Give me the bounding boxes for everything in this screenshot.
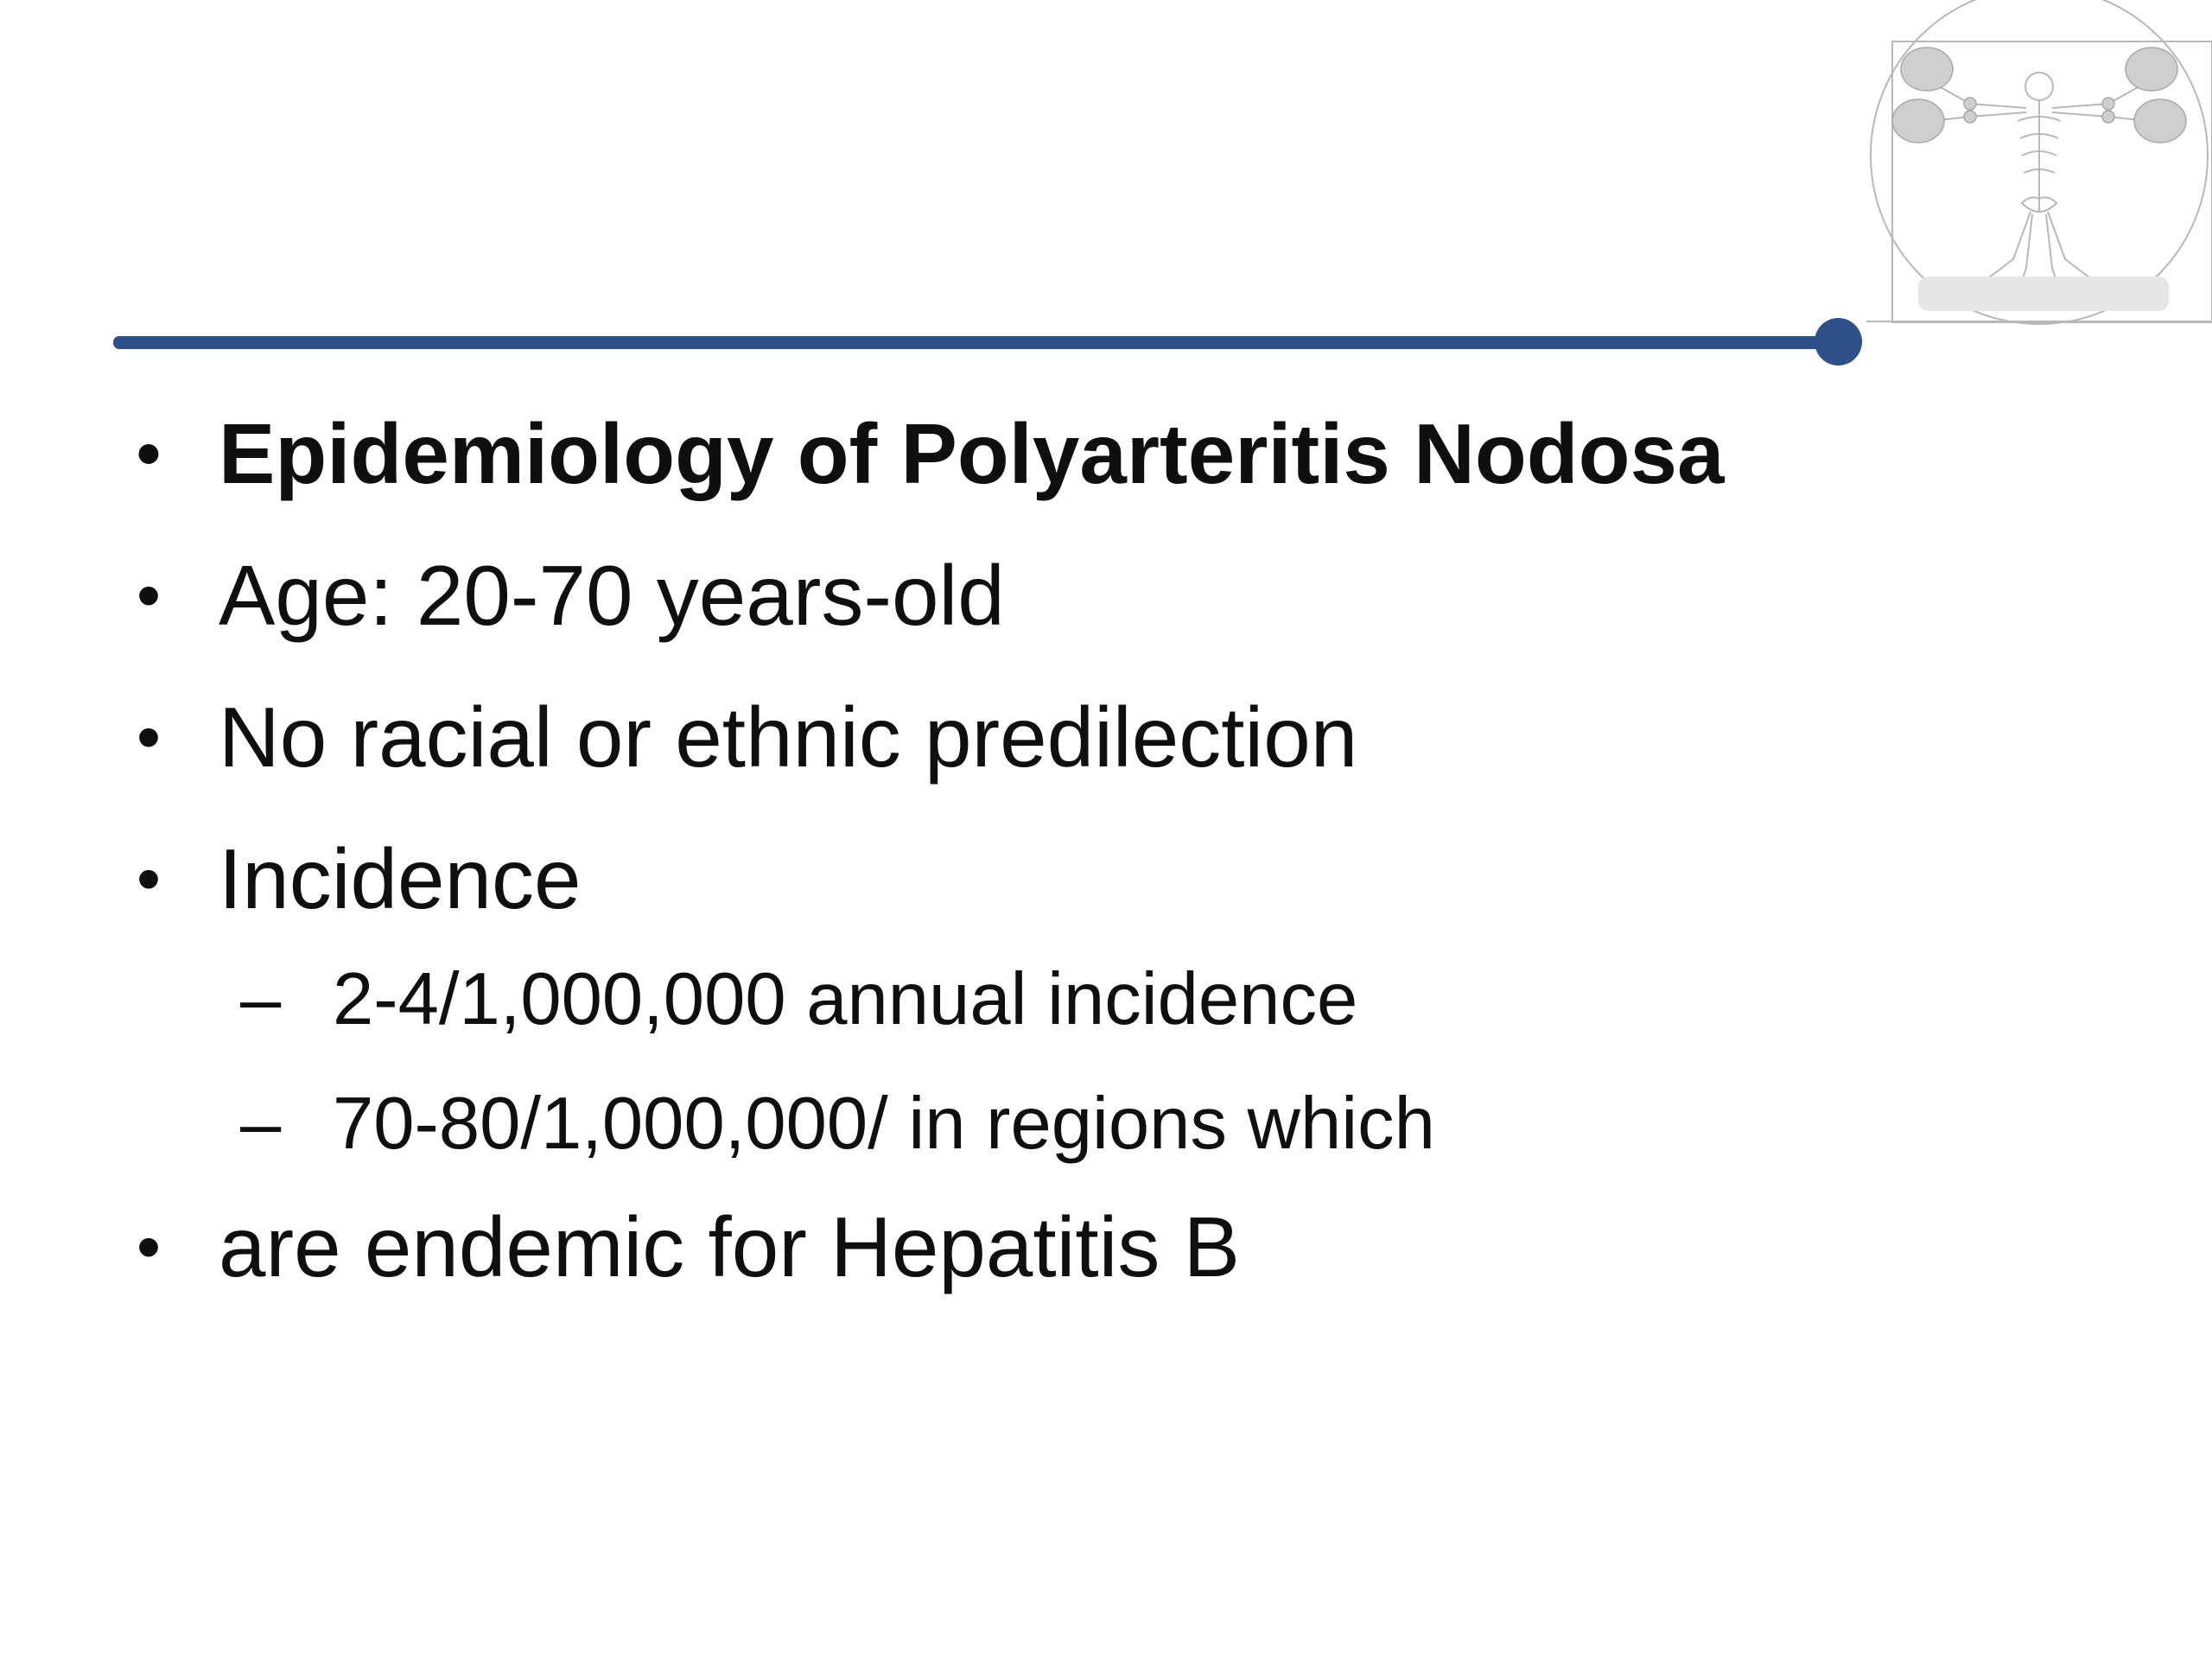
bullet-text: No racial or ethnic predilection — [219, 690, 1358, 785]
bullet-text: Incidence — [219, 831, 582, 926]
bullet-marker: • — [137, 698, 162, 775]
bullet-item — [130, 402, 2031, 505]
vitruvian-figure-icon — [1866, 0, 2212, 328]
sub-bullet-marker: – — [240, 958, 282, 1040]
bullet-marker: • — [137, 556, 162, 633]
bullet-marker: • — [137, 415, 162, 492]
bullet-item — [130, 1195, 2031, 1299]
bullet-text: Epidemiology of Polyarteritis Nodosa — [219, 406, 1725, 501]
bullet-marker: • — [137, 1208, 162, 1285]
bullet-text: Age: 20-70 years-old — [219, 548, 1005, 643]
bullet-marker: • — [137, 840, 162, 917]
bullet-item — [130, 543, 2031, 647]
bullet-text: are endemic for Hepatitis B — [219, 1199, 1240, 1294]
sub-bullet-item — [130, 955, 2031, 1045]
sub-bullet-text: 2-4/1,000,000 annual incidence — [333, 958, 1358, 1040]
bullet-item — [130, 685, 2031, 789]
sub-bullet-item — [130, 1079, 2031, 1169]
divider-end-dot — [1815, 318, 1862, 365]
bullet-item — [130, 827, 2031, 931]
title-divider-line — [113, 336, 1837, 349]
sub-bullet-marker: – — [240, 1083, 282, 1165]
sub-bullet-text: 70-80/1,000,000/ in regions which — [333, 1083, 1435, 1165]
bullet-list — [130, 402, 2031, 1337]
